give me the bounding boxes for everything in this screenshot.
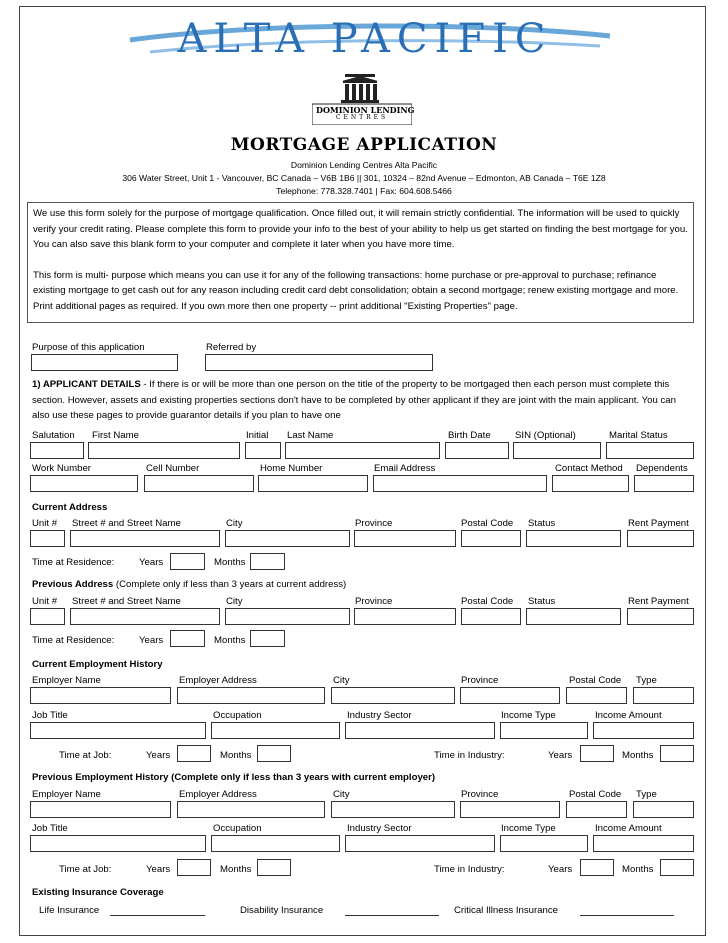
months-label: Months [622,864,654,875]
notice-box [27,202,694,323]
job-title-input[interactable] [30,722,206,739]
prev-rent-payment-input[interactable] [627,608,694,625]
years-label: Years [146,864,171,875]
company-address: 306 Water Street, Unit 1 - Vancouver, BC Canada – V6B 1B6 || 301, 10324 – 82nd Avenue – Edmonton, AB Canada – T6E 1Z8 [122,173,606,183]
unit-label: Unit # [32,596,58,607]
industry-sector-input[interactable] [345,722,495,739]
residence-months-input[interactable] [250,553,285,570]
employment-type-input[interactable] [633,687,694,704]
prev-residence-years-input[interactable] [170,630,205,647]
province-label: Province [355,596,393,607]
months-label: Months [214,557,246,568]
company-contact: Telephone: 778.328.7401 | Fax: 604.608.5466 [276,186,452,196]
province-input[interactable] [354,530,456,547]
contact-method-input[interactable] [552,475,629,492]
prev-job-title-input[interactable] [30,835,206,852]
prev-employer-postal-input[interactable] [566,801,627,818]
critical-illness-line[interactable] [580,915,674,916]
residence-years-input[interactable] [170,553,205,570]
job-years-input[interactable] [177,745,211,762]
years-label: Years [548,864,573,875]
prev-employer-name-input[interactable] [30,801,171,818]
income-type-label: Income Type [501,823,556,834]
prev-industry-months-input[interactable] [660,859,694,876]
months-label: Months [622,750,654,761]
prev-employer-province-input[interactable] [460,801,560,818]
previous-address-note: (Complete only if less than 3 years at current address) [113,579,347,590]
email-input[interactable] [373,475,547,492]
purpose-input[interactable] [31,354,178,371]
home-number-label: Home Number [260,463,323,474]
status-label: Status [528,518,556,529]
time-in-industry-label: Time in Industry: [434,864,505,875]
previous-address-heading: Previous Address [32,579,114,590]
street-label: Street # and Street Name [72,518,181,529]
time-at-residence-label: Time at Residence: [32,635,115,646]
prev-employer-address-input[interactable] [177,801,325,818]
type-label: Type [636,675,657,686]
prev-residence-months-input[interactable] [250,630,285,647]
province-label: Province [461,675,499,686]
prev-postal-code-input[interactable] [461,608,521,625]
city-label: City [333,789,350,800]
page-title: MORTGAGE APPLICATION [230,135,498,155]
postal-code-label: Postal Code [569,789,622,800]
industry-years-input[interactable] [580,745,614,762]
industry-months-input[interactable] [660,745,694,762]
work-number-label: Work Number [32,463,91,474]
contact-method-label: Contact Method [555,463,623,474]
applicant-heading: 1) APPLICANT DETAILS [32,379,141,390]
employer-address-input[interactable] [177,687,325,704]
postal-code-input[interactable] [461,530,521,547]
prev-industry-years-input[interactable] [580,859,614,876]
home-number-input[interactable] [258,475,368,492]
marital-status-input[interactable] [606,442,694,459]
industry-sector-label: Industry Sector [347,823,412,834]
employer-city-input[interactable] [331,687,455,704]
income-type-input[interactable] [500,722,588,739]
notice-paragraph: Print additional pages as required. If you own more then one property -- print additional "Existing Properties" page. [33,300,518,312]
disability-insurance-line[interactable] [345,915,439,916]
first-name-label: First Name [92,430,139,441]
status-input[interactable] [526,530,621,547]
years-label: Years [146,750,171,761]
prev-employment-type-input[interactable] [633,801,694,818]
prev-province-input[interactable] [354,608,456,625]
company-name: Dominion Lending Centres Alta Pacific [290,160,438,170]
first-name-input[interactable] [88,442,240,459]
job-title-label: Job Title [32,823,68,834]
street-label: Street # and Street Name [72,596,181,607]
prev-unit-input[interactable] [30,608,65,625]
life-insurance-line[interactable] [110,915,205,916]
postal-code-label: Postal Code [461,518,514,529]
cell-number-input[interactable] [144,475,254,492]
salutation-label: Salutation [32,430,75,441]
city-label: City [226,596,243,607]
time-in-industry-label: Time in Industry: [434,750,505,761]
employer-address-label: Employer Address [179,789,257,800]
income-amount-input[interactable] [593,722,694,739]
sin-label: SIN (Optional) [515,430,576,441]
prev-job-months-input[interactable] [257,859,291,876]
time-at-job-label: Time at Job: [59,864,112,875]
street-input[interactable] [70,530,220,547]
birth-date-input[interactable] [445,442,509,459]
cell-number-label: Cell Number [146,463,200,474]
unit-label: Unit # [32,518,58,529]
province-label: Province [461,789,499,800]
rent-payment-input[interactable] [627,530,694,547]
current-employment-heading: Current Employment History [32,659,163,670]
prev-income-amount-input[interactable] [593,835,694,852]
referred-label: Referred by [206,342,257,353]
rent-payment-label: Rent Payment [628,596,689,607]
income-amount-label: Income Amount [595,823,662,834]
months-label: Months [220,864,252,875]
applicant-intro [32,377,694,424]
city-label: City [333,675,350,686]
critical-illness-label: Critical Illness Insurance [454,905,558,916]
prev-city-input[interactable] [225,608,350,625]
prev-income-type-input[interactable] [500,835,588,852]
postal-code-label: Postal Code [461,596,514,607]
job-title-label: Job Title [32,710,68,721]
notice-paragraph: This form is multi- purpose which means you can use it for any of the following transactions: home purchase or pre-approval to purchase; refinance existing mortgage to get cash out for any reason including credit card debt consolidation; obtain a second mortgage; renew existing mortgage and more. [33,269,679,296]
city-input[interactable] [225,530,350,547]
income-amount-label: Income Amount [595,710,662,721]
previous-employment-heading: Previous Employment History (Complete only if less than 3 years with current employer) [32,772,436,783]
city-label: City [226,518,243,529]
work-number-input[interactable] [30,475,138,492]
email-label: Email Address [374,463,436,474]
insurance-heading: Existing Insurance Coverage [32,887,164,898]
notice-paragraph: We use this form solely for the purpose of mortgage qualification. Once filled out, it will remain strictly confidential. The information will be used to quickly verify your credit rating. Please complete this form to provide your info to the best of your ability to help us get started on finding the best mortgage for you. You can also save this blank form to your computer and complete it later when you have more time. [33,208,688,250]
years-label: Years [139,635,164,646]
industry-sector-label: Industry Sector [347,710,412,721]
rent-payment-label: Rent Payment [628,518,689,529]
prev-employer-city-input[interactable] [331,801,455,818]
salutation-input[interactable] [30,442,84,459]
occupation-input[interactable] [211,722,340,739]
years-label: Years [548,750,573,761]
dependents-input[interactable] [634,475,694,492]
prev-job-years-input[interactable] [177,859,211,876]
type-label: Type [636,789,657,800]
postal-code-label: Postal Code [569,675,622,686]
last-name-label: Last Name [287,430,334,441]
prev-industry-sector-input[interactable] [345,835,495,852]
months-label: Months [220,750,252,761]
province-label: Province [355,518,393,529]
employer-name-label: Employer Name [32,789,101,800]
years-label: Years [139,557,164,568]
initial-label: Initial [246,430,269,441]
current-address-heading: Current Address [32,502,108,513]
occupation-label: Occupation [213,823,262,834]
time-at-job-label: Time at Job: [59,750,112,761]
job-months-input[interactable] [257,745,291,762]
status-label: Status [528,596,556,607]
previous-address-heading-row [32,579,346,591]
prev-status-input[interactable] [526,608,621,625]
life-insurance-label: Life Insurance [39,905,100,916]
employer-postal-input[interactable] [566,687,627,704]
employer-province-input[interactable] [460,687,560,704]
marital-status-label: Marital Status [609,430,668,441]
prev-occupation-input[interactable] [211,835,340,852]
time-at-residence-label: Time at Residence: [32,557,115,568]
birth-date-label: Birth Date [448,430,491,441]
disability-insurance-label: Disability Insurance [240,905,324,916]
last-name-input[interactable] [285,442,440,459]
prev-street-input[interactable] [70,608,220,625]
alta-pacific-logo: ALTA PACIFIC [177,16,553,62]
purpose-label: Purpose of this application [32,342,145,353]
unit-input[interactable] [30,530,65,547]
income-type-label: Income Type [501,710,556,721]
occupation-label: Occupation [213,710,262,721]
sin-input[interactable] [513,442,601,459]
employer-name-input[interactable] [30,687,171,704]
referred-by-input[interactable] [205,354,433,371]
applicant-intro-text: - If there is or will be more than one person on the title of the property to be mortgaged then each person must complete this section. However, assets and existing properties sections don't have to be completed by other applicant if they are joint with the main applicant. You can also use these pages to provide guarantor details if you plan to have one [32,379,676,421]
months-label: Months [214,635,246,646]
employer-name-label: Employer Name [32,675,101,686]
dlc-centres: CENTRES [335,114,389,121]
employer-address-label: Employer Address [179,675,257,686]
initial-input[interactable] [245,442,281,459]
dependents-label: Dependents [636,463,688,474]
dlc-name: DOMINION LENDING [316,105,415,115]
